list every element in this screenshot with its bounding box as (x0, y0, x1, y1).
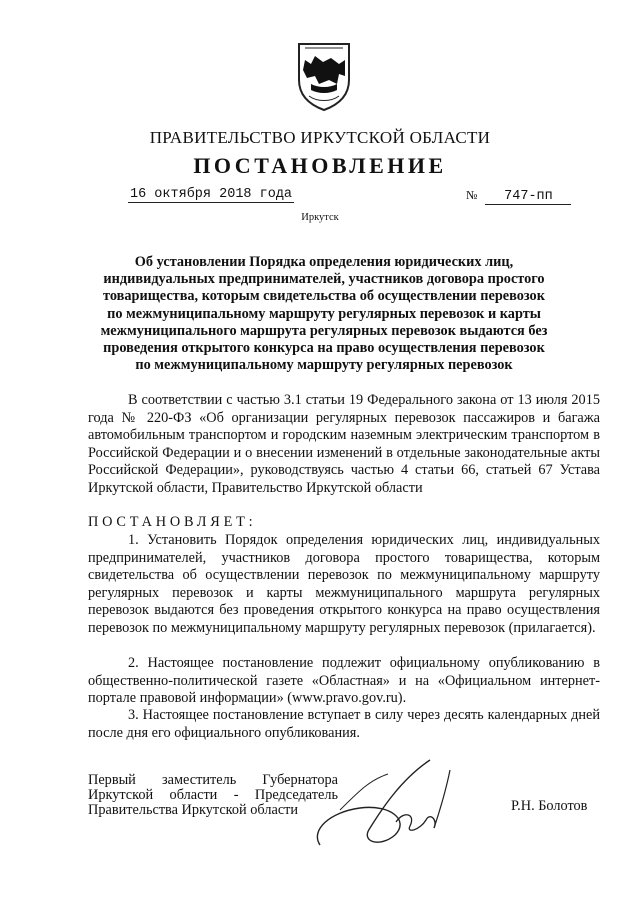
position-word: заместитель (161, 772, 237, 788)
resolves-heading: ПОСТАНОВЛЯЕТ: (88, 514, 257, 530)
position-word: Иркутской (88, 787, 154, 803)
document-type: ПОСТАНОВЛЕНИЕ (193, 153, 447, 178)
decree-number-value: 747-пп (485, 189, 571, 205)
decree-title: Об установлении Порядка определения юридических лиц, индивидуальных предпринимателей, участников договора простого товарищества, которым свидетельства об осуществлении перевозок по межмуниципальному маршруту регулярных перевозок и карты межмуниципального маршрута регулярных перевозок выдаются без проведения открытого конкурса на право осуществления перевозок по межмуниципальному маршруту регулярных перевозок (100, 254, 548, 374)
handwritten-signature (300, 750, 470, 860)
position-word: области (169, 787, 218, 803)
item-2: 2. Настоящее постановление подлежит официальному опубликованию в общественно-политической газете «Областная» и на «Официальном интернет-портале правовой информации» (www.pravo.gov.ru). (88, 655, 600, 706)
city: Иркутск (301, 212, 339, 223)
number-sign: № (466, 188, 478, 202)
position-word: Губернатора (262, 772, 338, 788)
signatory-name: Р.Н. Болотов (511, 798, 588, 814)
item-1: 1. Установить Порядок определения юридических лиц, индивидуальных предпринимателей, участников договора простого товарищества, которым свидетельства об осуществлении перевозок по межмуниципальному маршруту регулярных перевозок и карты межмуниципального маршрута регулярных перевозок выдаются без проведения открытого конкурса на право осуществления перевозок по межмуниципальному маршруту регулярных перевозок (прилагается). (88, 532, 600, 636)
position-word: Председатель (254, 787, 338, 803)
coat-of-arms-icon (295, 40, 353, 112)
position-word: Первый (88, 772, 136, 788)
position-word: - (233, 787, 239, 803)
government-name: ПРАВИТЕЛЬСТВО ИРКУТСКОЙ ОБЛАСТИ (149, 128, 491, 147)
decree-date-value: 16 октября 2018 года (130, 187, 293, 202)
decree-number (466, 187, 571, 205)
item-3: 3. Настоящее постановление вступает в силу через десять календарных дней после дня его официального опубликования. (88, 707, 600, 741)
decree-date (128, 187, 294, 203)
preamble: В соответствии с частью 3.1 статьи 19 Федерального закона от 13 июля 2015 года № 220-ФЗ «Об организации регулярных перевозок пассажиров и багажа автомобильным транспортом и городским наземным электрическим транспортом в Российской Федерации и о внесении изменений в отдельные законодательные акты Российской Федерации», руководствуясь частью 4 статьи 66, статьей 67 Устава Иркутской области, Правительство Иркутской области (88, 392, 600, 496)
position-line-3: Правительства Иркутской области (88, 802, 299, 818)
